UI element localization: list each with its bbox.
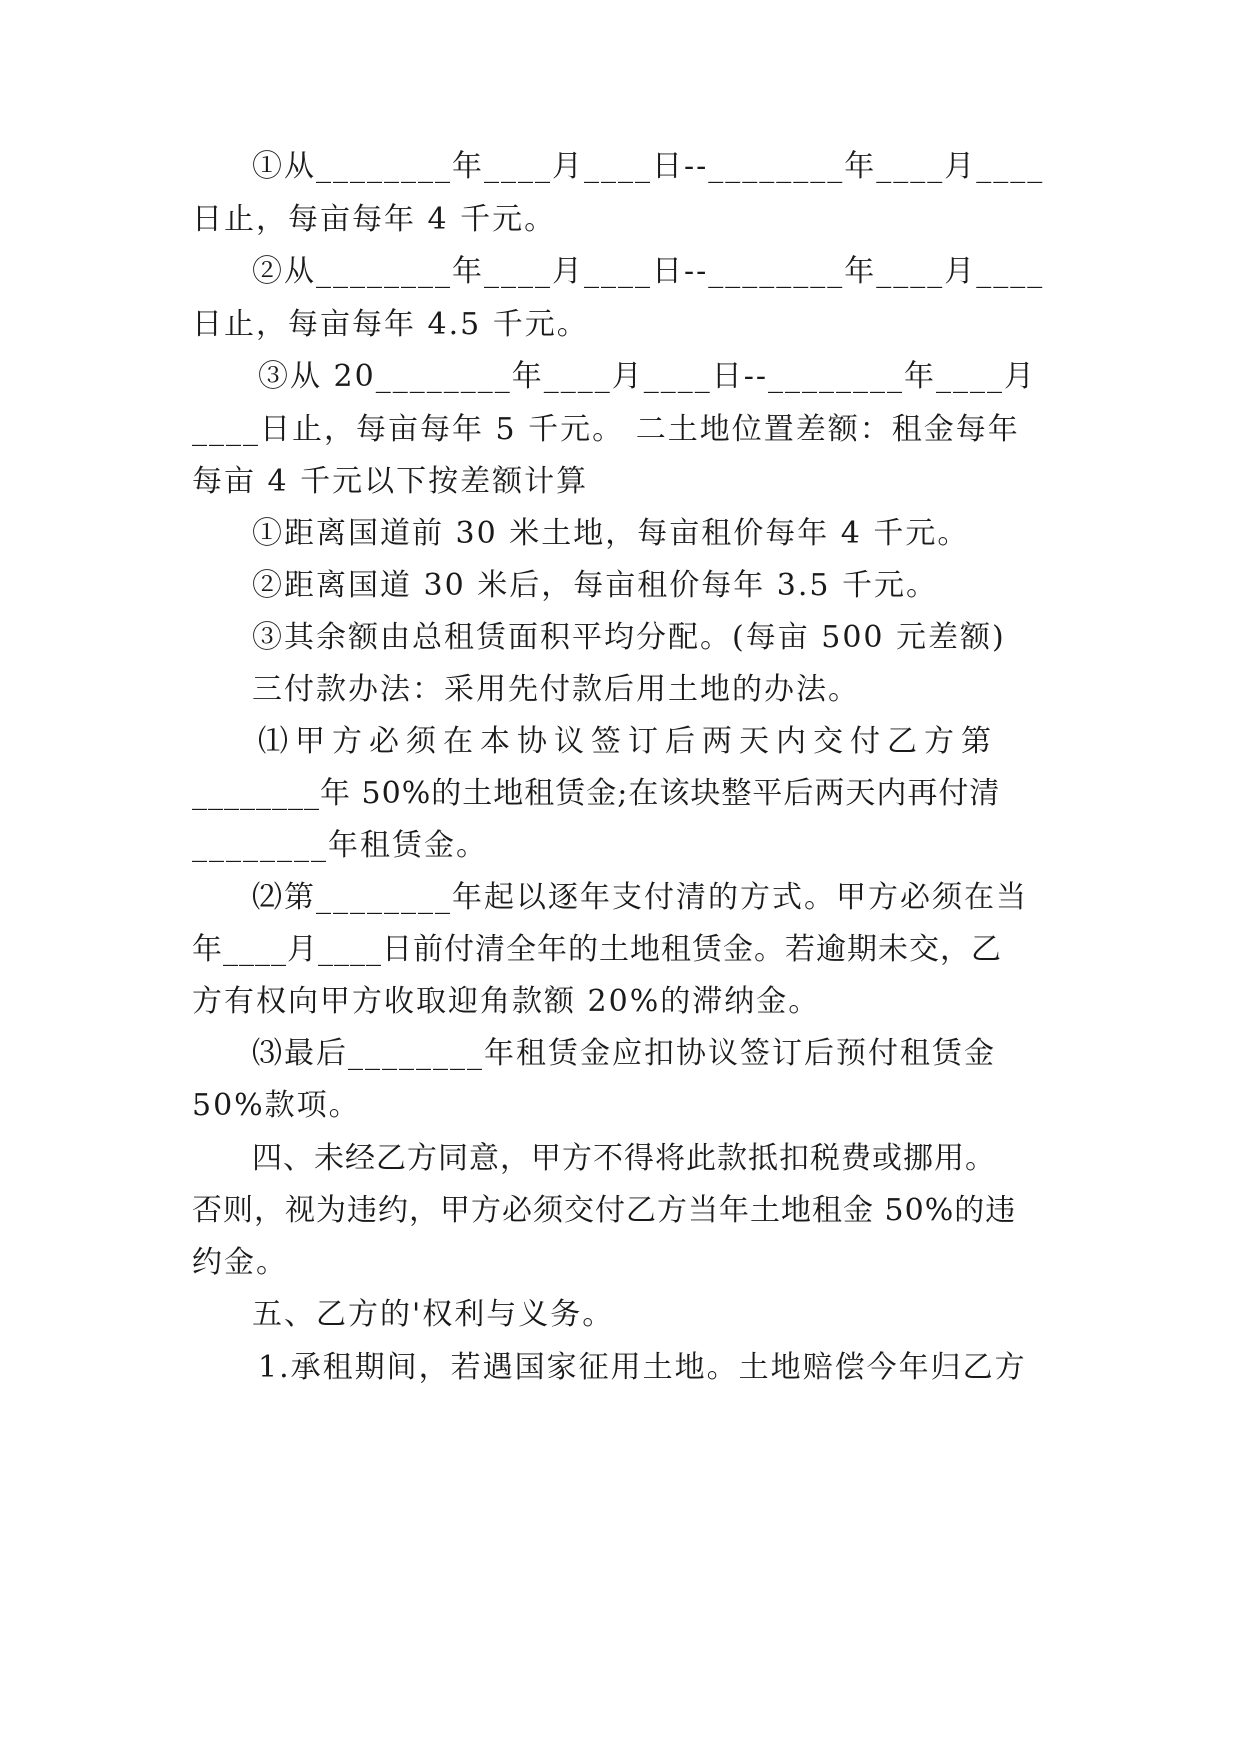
text-line: ②距离国道 30 米后，每亩租价每年 3.5 千元。 bbox=[252, 568, 939, 603]
text-line: 每亩 4 千元以下按差额计算 bbox=[192, 464, 589, 499]
text-line: ⑵第________年起以逐年支付清的方式。甲方必须在当 bbox=[252, 880, 1028, 915]
text-line: 三付款办法：采用先付款后用土地的办法。 bbox=[252, 672, 860, 707]
text-line: 五、乙方的'权利与义务。 bbox=[252, 1297, 615, 1332]
text-line: ⑴甲方必须在本协议签订后两天内交付乙方第 bbox=[258, 724, 998, 759]
text-line: ①距离国道前 30 米土地，每亩租价每年 4 千元。 bbox=[252, 516, 970, 551]
text-line: 方有权向甲方收取迎角款额 20%的滞纳金。 bbox=[192, 984, 821, 1019]
text-line: ____日止，每亩每年 5 千元。 二土地位置差额：租金每年 bbox=[192, 412, 1020, 447]
text-line: ________年租赁金。 bbox=[192, 828, 488, 863]
text-line: 1.承租期间，若遇国家征用土地。土地赔偿今年归乙方 bbox=[258, 1350, 1027, 1385]
text-line: ③从 20________年____月____日--________年____月 bbox=[258, 359, 1036, 394]
text-line: 年____月____日前付清全年的土地租赁金。若逾期未交，乙 bbox=[192, 932, 1002, 967]
text-line: ⑶最后________年租赁金应扣协议签订后预付租赁金 bbox=[252, 1036, 996, 1071]
text-line: 日止，每亩每年 4.5 千元。 bbox=[192, 307, 589, 342]
text-line: 四、未经乙方同意，甲方不得将此款抵扣税费或挪用。 bbox=[252, 1141, 996, 1176]
text-line: 日止，每亩每年 4 千元。 bbox=[192, 202, 557, 237]
text-line: 50%款项。 bbox=[192, 1088, 361, 1123]
text-line: ________年 50%的土地租赁金;在该块整平后两天内再付清 bbox=[192, 776, 1001, 811]
text-line: 否则，视为违约，甲方必须交付乙方当年土地租金 50%的违 bbox=[192, 1193, 1017, 1228]
text-line: 约金。 bbox=[192, 1245, 288, 1280]
text-line: ③其余额由总租赁面积平均分配。(每亩 500 元差额) bbox=[252, 620, 1006, 655]
text-line: ②从________年____月____日--________年____月____ bbox=[252, 254, 1045, 289]
text-line: ①从________年____月____日--________年____月____ bbox=[252, 149, 1045, 184]
